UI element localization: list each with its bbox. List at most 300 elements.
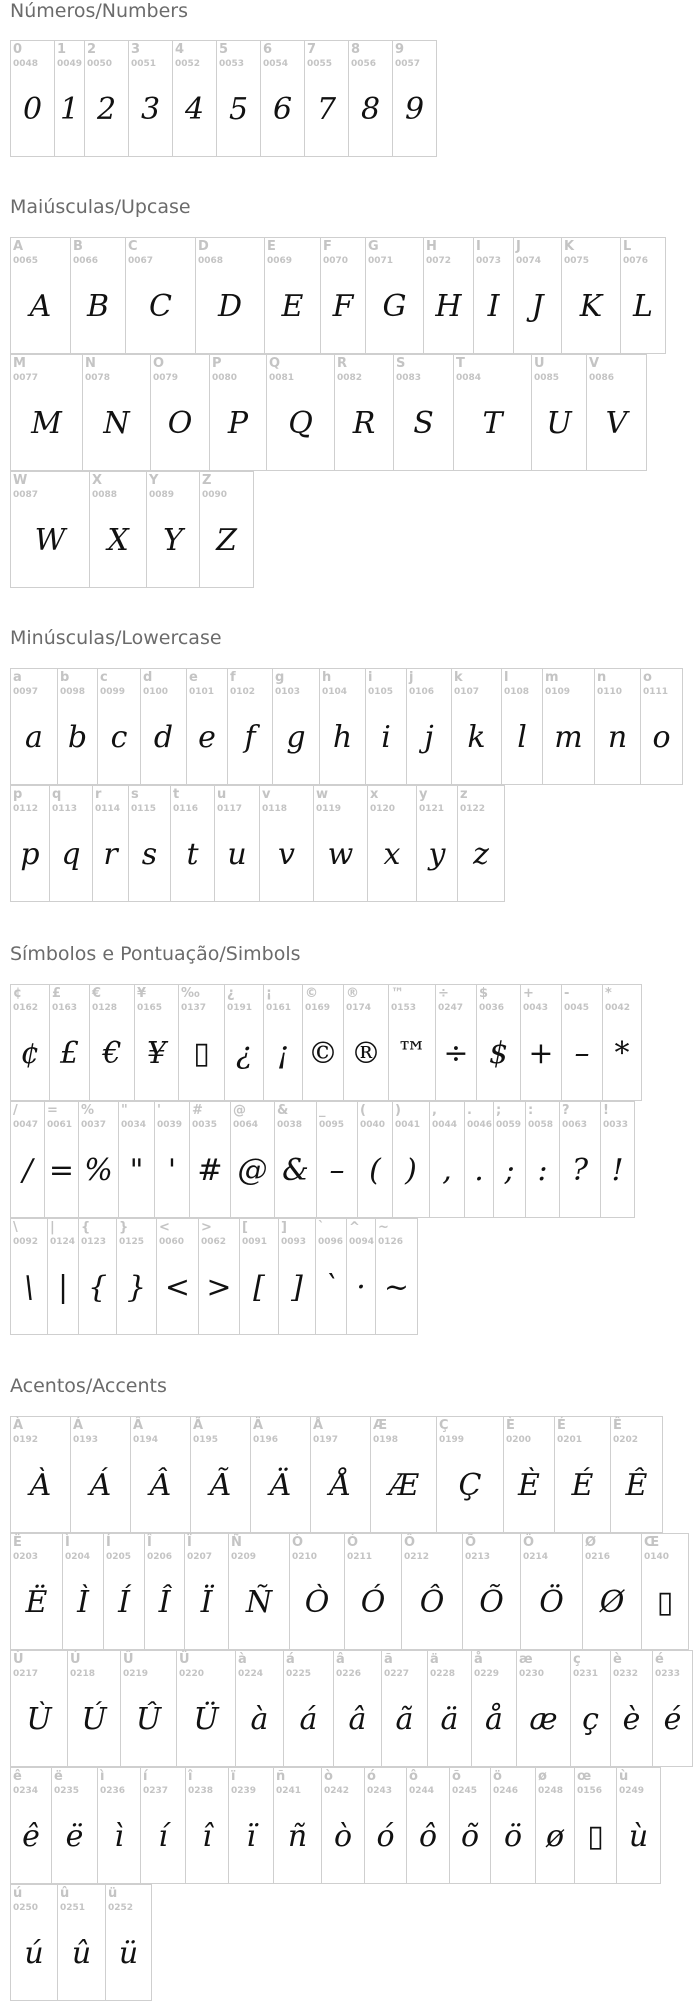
glyph-code-label: 0052 — [175, 59, 201, 69]
glyph-row — [10, 1533, 688, 1650]
glyph-code-label: 0099 — [100, 687, 126, 697]
glyph-sample: ~ — [383, 1270, 410, 1305]
glyph-cell — [10, 354, 83, 471]
glyph-sample: Ù — [26, 1702, 52, 1737]
glyph-code-label: 0101 — [189, 687, 215, 697]
glyph-code-label: 0041 — [395, 1120, 421, 1130]
glyph-cell — [652, 1650, 693, 1767]
glyph-cell — [559, 1101, 601, 1218]
glyph-char-label: ê — [13, 1769, 22, 1784]
glyph-cell — [594, 668, 641, 785]
glyph-char-label: ü — [108, 1886, 118, 1901]
glyph-code-label: 0247 — [438, 1003, 464, 1013]
glyph-cell — [259, 785, 314, 902]
glyph-char-label: \ — [13, 1220, 18, 1235]
glyph-cell — [561, 237, 621, 354]
glyph-code-label: 0074 — [516, 256, 542, 266]
glyph-char-label: ® — [346, 986, 359, 1001]
glyph-char-label: c — [100, 670, 108, 685]
glyph-code-label: 0233 — [655, 1669, 681, 1679]
glyph-code-label: 0235 — [54, 1786, 80, 1796]
glyph-cell — [520, 1533, 583, 1650]
glyph-sample: Ó — [360, 1585, 386, 1620]
glyph-code-label: 0053 — [219, 59, 245, 69]
glyph-char-label: ) — [395, 1103, 401, 1118]
glyph-cell — [10, 785, 50, 902]
glyph-cell — [214, 785, 260, 902]
glyph-char-label: _ — [319, 1103, 326, 1118]
glyph-code-label: 0161 — [266, 1003, 292, 1013]
glyph-char-label: È — [506, 1418, 515, 1433]
glyph-sample: â — [348, 1702, 367, 1737]
glyph-sample: & — [282, 1153, 309, 1188]
glyph-code-label: 0064 — [233, 1120, 259, 1130]
glyph-cell — [610, 1650, 653, 1767]
glyph-code-label: 0038 — [277, 1120, 303, 1130]
glyph-cell — [436, 1416, 504, 1533]
glyph-code-label: 0049 — [57, 59, 83, 69]
glyph-code-label: 0196 — [253, 1435, 279, 1445]
glyph-sample: ] — [291, 1270, 303, 1305]
glyph-sample: Ê — [625, 1468, 648, 1503]
glyph-char-label: Ã — [193, 1418, 204, 1433]
glyph-sample: i — [381, 720, 391, 755]
glyph-char-label: 2 — [87, 42, 97, 57]
glyph-cell — [89, 984, 135, 1101]
glyph-char-label: k — [454, 670, 463, 685]
glyph-sample: 6 — [272, 92, 293, 127]
glyph-sample: b — [67, 720, 88, 755]
section-title-numbers: Números/Numbers — [10, 0, 188, 22]
glyph-code-label: 0068 — [198, 256, 224, 266]
glyph-char-label: € — [92, 986, 102, 1001]
glyph-char-label: à — [238, 1652, 247, 1667]
glyph-cell — [264, 237, 321, 354]
glyph-code-label: 0201 — [557, 1435, 583, 1445]
glyph-char-label: é — [655, 1652, 664, 1667]
glyph-code-label: 0224 — [238, 1669, 264, 1679]
glyph-cell — [289, 1533, 345, 1650]
glyph-code-label: 0202 — [613, 1435, 639, 1445]
glyph-code-label: 0060 — [159, 1237, 185, 1247]
glyph-code-label: 0091 — [242, 1237, 268, 1247]
glyph-cell — [570, 1650, 611, 1767]
glyph-cell — [283, 1650, 334, 1767]
glyph-cell — [51, 1767, 98, 1884]
glyph-sample: P — [227, 406, 249, 441]
glyph-sample: Á — [89, 1468, 112, 1503]
glyph-sample: t — [186, 837, 199, 872]
glyph-sample: G — [382, 289, 407, 324]
glyph-code-label: 0229 — [474, 1669, 500, 1679]
glyph-char-label: ö — [493, 1769, 502, 1784]
glyph-code-label: 0062 — [201, 1237, 227, 1247]
glyph-cell — [146, 471, 200, 588]
glyph-code-label: 0246 — [493, 1786, 519, 1796]
glyph-sample: Ñ — [245, 1585, 273, 1620]
glyph-sample: ã — [395, 1702, 414, 1737]
glyph-sample: } — [126, 1270, 147, 1305]
glyph-code-label: 0126 — [378, 1237, 404, 1247]
glyph-cell — [49, 984, 90, 1101]
glyph-code-label: 0210 — [292, 1552, 318, 1562]
glyph-char-label: Ï — [187, 1535, 192, 1550]
glyph-code-label: 0217 — [13, 1669, 39, 1679]
glyph-code-label: 0076 — [623, 256, 649, 266]
glyph-sample: æ — [529, 1702, 558, 1737]
glyph-char-label: * — [605, 986, 612, 1001]
glyph-row — [10, 237, 665, 354]
glyph-code-label: 0067 — [128, 256, 154, 266]
glyph-cell — [190, 1416, 251, 1533]
glyph-code-label: 0107 — [454, 687, 480, 697]
glyph-char-label: $ — [479, 986, 489, 1001]
glyph-cell — [120, 1650, 177, 1767]
glyph-code-label: 0100 — [143, 687, 169, 697]
glyph-cell — [89, 471, 147, 588]
glyph-sample: % — [84, 1153, 113, 1188]
glyph-sample: d — [153, 720, 174, 755]
glyph-char-label: Y — [149, 473, 159, 488]
glyph-cell — [449, 1767, 491, 1884]
glyph-char-label: { — [81, 1220, 91, 1235]
glyph-cell — [490, 1767, 536, 1884]
glyph-cell — [304, 40, 349, 157]
glyph-char-label: > — [201, 1220, 212, 1235]
glyph-sample: q — [61, 837, 81, 872]
glyph-cell — [97, 1767, 141, 1884]
glyph-sample: ç — [582, 1702, 599, 1737]
glyph-sample: ! — [611, 1153, 624, 1188]
glyph-cell — [392, 1101, 430, 1218]
glyph-char-label: ~ — [378, 1220, 389, 1235]
glyph-row — [10, 40, 436, 157]
glyph-cell — [381, 1650, 428, 1767]
glyph-char-label: w — [316, 787, 329, 802]
glyph-char-label: : — [528, 1103, 534, 1118]
glyph-code-label: 0061 — [47, 1120, 73, 1130]
glyph-char-label: ? — [562, 1103, 570, 1118]
glyph-cell — [388, 984, 436, 1101]
glyph-char-label: H — [426, 239, 437, 254]
glyph-cell — [401, 1533, 463, 1650]
glyph-char-label: ó — [367, 1769, 376, 1784]
glyph-sample: + — [528, 1036, 554, 1071]
glyph-char-label: d — [143, 670, 153, 685]
glyph-code-label: 0228 — [430, 1669, 456, 1679]
glyph-sample: [ — [253, 1270, 265, 1305]
glyph-code-label: 0162 — [13, 1003, 39, 1013]
glyph-code-label: 0204 — [65, 1552, 91, 1562]
glyph-char-label: ç — [573, 1652, 581, 1667]
glyph-sample: ? — [571, 1153, 589, 1188]
glyph-char-label: " — [121, 1103, 128, 1118]
glyph-sample: ▯ — [656, 1585, 674, 1620]
glyph-sample: ® — [351, 1036, 381, 1071]
glyph-code-label: 0087 — [13, 490, 39, 500]
glyph-cell — [616, 1767, 661, 1884]
glyph-code-label: 0113 — [52, 804, 78, 814]
glyph-cell — [228, 1767, 274, 1884]
glyph-char-label: V — [589, 356, 600, 371]
glyph-code-label: 0230 — [519, 1669, 545, 1679]
glyph-char-label: O — [153, 356, 165, 371]
glyph-sample: D — [217, 289, 243, 324]
glyph-sample: 9 — [404, 92, 425, 127]
glyph-cell — [554, 1416, 611, 1533]
glyph-char-label: ú — [13, 1886, 23, 1901]
glyph-sample: j — [424, 720, 434, 755]
glyph-cell — [263, 984, 303, 1101]
glyph-code-label: 0226 — [336, 1669, 362, 1679]
glyph-cell — [393, 354, 454, 471]
glyph-cell — [70, 1416, 131, 1533]
glyph-code-label: 0251 — [60, 1903, 86, 1913]
glyph-cell — [348, 40, 393, 157]
glyph-code-label: 0054 — [263, 59, 289, 69]
glyph-char-label: ÷ — [438, 986, 449, 1001]
glyph-cell — [49, 785, 93, 902]
glyph-sample: Ì — [77, 1585, 89, 1620]
glyph-sample: Ã — [209, 1468, 232, 1503]
glyph-cell — [302, 984, 344, 1101]
glyph-cell — [462, 1533, 521, 1650]
glyph-cell — [375, 1218, 418, 1335]
glyph-cell — [10, 1650, 68, 1767]
glyph-sample: Ä — [269, 1468, 292, 1503]
glyph-cell — [184, 1533, 229, 1650]
glyph-code-label: 0058 — [528, 1120, 554, 1130]
glyph-cell — [313, 785, 368, 902]
glyph-cell — [357, 1101, 393, 1218]
glyph-sample: ¡ — [276, 1036, 290, 1071]
glyph-sample: = — [48, 1153, 75, 1188]
glyph-sample: ¿ — [235, 1036, 253, 1071]
glyph-code-label: 0071 — [368, 256, 394, 266]
glyph-sample: \ — [23, 1270, 35, 1305]
glyph-sample: p — [20, 837, 40, 872]
glyph-char-label: À — [13, 1418, 24, 1433]
glyph-char-label: W — [13, 473, 28, 488]
glyph-cell — [156, 1218, 199, 1335]
glyph-sample: n — [607, 720, 628, 755]
glyph-sample: Ï — [200, 1585, 213, 1620]
glyph-char-label: Á — [73, 1418, 84, 1433]
glyph-cell — [10, 1767, 52, 1884]
glyph-code-label: 0174 — [346, 1003, 372, 1013]
glyph-char-label: j — [409, 670, 414, 685]
glyph-cell — [406, 668, 452, 785]
glyph-sample: © — [308, 1036, 338, 1071]
glyph-code-label: 0239 — [231, 1786, 257, 1796]
glyph-code-label: 0048 — [13, 59, 39, 69]
glyph-char-label: 7 — [307, 42, 317, 57]
glyph-sample: 4 — [184, 92, 205, 127]
glyph-code-label: 0051 — [131, 59, 157, 69]
glyph-code-label: 0124 — [50, 1237, 76, 1247]
glyph-char-label: ^ — [349, 1220, 360, 1235]
glyph-cell — [144, 1533, 185, 1650]
glyph-cell — [429, 1101, 465, 1218]
glyph-char-label: g — [275, 670, 285, 685]
glyph-char-label: q — [52, 787, 62, 802]
glyph-sample: @ — [237, 1153, 268, 1188]
glyph-cell — [216, 40, 261, 157]
glyph-sample: ñ — [287, 1819, 308, 1854]
glyph-code-label: 0165 — [137, 1003, 163, 1013]
glyph-char-label: < — [159, 1220, 170, 1235]
glyph-char-label: ù — [619, 1769, 629, 1784]
glyph-code-label: 0115 — [131, 804, 157, 814]
glyph-sample: { — [87, 1270, 108, 1305]
glyph-cell — [531, 354, 587, 471]
glyph-char-label: z — [460, 787, 468, 802]
glyph-char-label: ì — [100, 1769, 105, 1784]
glyph-code-label: 0055 — [307, 59, 333, 69]
glyph-sample: 1 — [59, 92, 80, 127]
glyph-cell — [574, 1767, 617, 1884]
glyph-cell — [416, 785, 458, 902]
glyph-code-label: 0119 — [316, 804, 342, 814]
glyph-sample: 8 — [360, 92, 381, 127]
glyph-sample: : — [537, 1153, 548, 1188]
glyph-sample: å — [485, 1702, 503, 1737]
glyph-char-label: Ù — [13, 1652, 24, 1667]
glyph-char-label: t — [173, 787, 180, 802]
glyph-char-label: õ — [452, 1769, 461, 1784]
glyph-code-label: 0106 — [409, 687, 435, 697]
glyph-code-label: 0227 — [384, 1669, 410, 1679]
glyph-code-label: 0236 — [100, 1786, 126, 1796]
glyph-cell — [10, 1218, 48, 1335]
glyph-char-label: 3 — [131, 42, 141, 57]
glyph-char-label: C — [128, 239, 138, 254]
glyph-sample: l — [517, 720, 527, 755]
glyph-char-label: Ó — [347, 1535, 359, 1550]
glyph-sample: ▯ — [587, 1819, 604, 1854]
glyph-cell — [453, 354, 532, 471]
glyph-code-label: 0092 — [13, 1237, 39, 1247]
glyph-code-label: 0218 — [70, 1669, 96, 1679]
glyph-cell — [97, 668, 141, 785]
glyph-cell — [321, 1767, 365, 1884]
glyph-sample: à — [250, 1702, 269, 1737]
glyph-cell — [78, 1101, 119, 1218]
glyph-cell — [641, 1533, 689, 1650]
glyph-cell — [493, 1101, 526, 1218]
glyph-code-label: 0109 — [545, 687, 571, 697]
glyph-cell — [586, 354, 647, 471]
glyph-sample: h — [332, 720, 353, 755]
glyph-sample: 7 — [316, 92, 337, 127]
glyph-sample: I — [487, 289, 500, 324]
glyph-cell — [150, 354, 210, 471]
glyph-cell — [561, 984, 603, 1101]
glyph-char-label: G — [368, 239, 379, 254]
glyph-cell — [427, 1650, 472, 1767]
glyph-code-label: 0039 — [157, 1120, 183, 1130]
glyph-cell — [82, 354, 151, 471]
glyph-cell — [423, 237, 474, 354]
glyph-cell — [370, 1416, 437, 1533]
glyph-code-label: 0194 — [133, 1435, 159, 1445]
glyph-cell — [47, 1218, 79, 1335]
glyph-sample: Z — [216, 523, 237, 558]
glyph-char-label: M — [13, 356, 26, 371]
glyph-sample: > — [206, 1270, 232, 1305]
glyph-sample: . — [474, 1153, 484, 1188]
glyph-sample: – — [329, 1153, 345, 1188]
glyph-code-label: 0037 — [81, 1120, 107, 1130]
glyph-code-label: 0108 — [504, 687, 530, 697]
glyph-char-label: Ì — [65, 1535, 70, 1550]
glyph-cell — [10, 1884, 58, 2001]
glyph-char-label: 5 — [219, 42, 229, 57]
glyph-cell — [610, 1416, 663, 1533]
glyph-cell — [128, 785, 171, 902]
glyph-sample: Ö — [539, 1585, 564, 1620]
glyph-sample: o — [652, 720, 671, 755]
glyph-sample: ü — [118, 1936, 139, 1971]
glyph-sample: " — [129, 1153, 144, 1188]
glyph-code-label: 0059 — [496, 1120, 522, 1130]
glyph-char-label: ë — [54, 1769, 63, 1784]
glyph-cell — [464, 1101, 494, 1218]
glyph-sample: í — [158, 1819, 168, 1854]
glyph-code-label: 0216 — [585, 1552, 611, 1562]
glyph-code-label: 0070 — [323, 256, 349, 266]
glyph-code-label: 0097 — [13, 687, 39, 697]
glyph-char-label: ï — [231, 1769, 236, 1784]
glyph-code-label: 0231 — [573, 1669, 599, 1679]
glyph-char-label: U — [534, 356, 545, 371]
glyph-code-label: 0219 — [123, 1669, 149, 1679]
glyph-char-label: , — [432, 1103, 437, 1118]
glyph-cell — [54, 40, 85, 157]
glyph-sample: | — [57, 1270, 69, 1305]
glyph-sample: E — [281, 289, 304, 324]
glyph-cell — [503, 1416, 555, 1533]
glyph-cell — [195, 237, 265, 354]
glyph-sample: ë — [65, 1819, 84, 1854]
glyph-char-label: Ë — [13, 1535, 22, 1550]
glyph-char-label: 0 — [13, 42, 23, 57]
glyph-row — [10, 1767, 660, 1884]
glyph-code-label: 0191 — [227, 1003, 253, 1013]
glyph-code-label: 0156 — [577, 1786, 603, 1796]
glyph-code-label: 0121 — [419, 804, 445, 814]
glyph-char-label: á — [286, 1652, 295, 1667]
glyph-row — [10, 1416, 662, 1533]
glyph-sample: é — [663, 1702, 682, 1737]
glyph-cell — [266, 354, 335, 471]
glyph-code-label: 0104 — [322, 687, 348, 697]
glyph-cell — [57, 1884, 106, 2001]
glyph-code-label: 0103 — [275, 687, 301, 697]
glyph-sample: ¥ — [146, 1036, 167, 1071]
glyph-sample: È — [518, 1468, 540, 1503]
glyph-cell — [70, 237, 126, 354]
glyph-char-label: i — [368, 670, 373, 685]
glyph-char-label: o — [643, 670, 652, 685]
glyph-cell — [178, 984, 225, 1101]
glyph-char-label: # — [192, 1103, 203, 1118]
glyph-cell — [118, 1101, 155, 1218]
glyph-code-label: 0072 — [426, 256, 452, 266]
glyph-code-label: 0192 — [13, 1435, 39, 1445]
glyph-code-label: 0095 — [319, 1120, 345, 1130]
glyph-char-label: R — [337, 356, 348, 371]
